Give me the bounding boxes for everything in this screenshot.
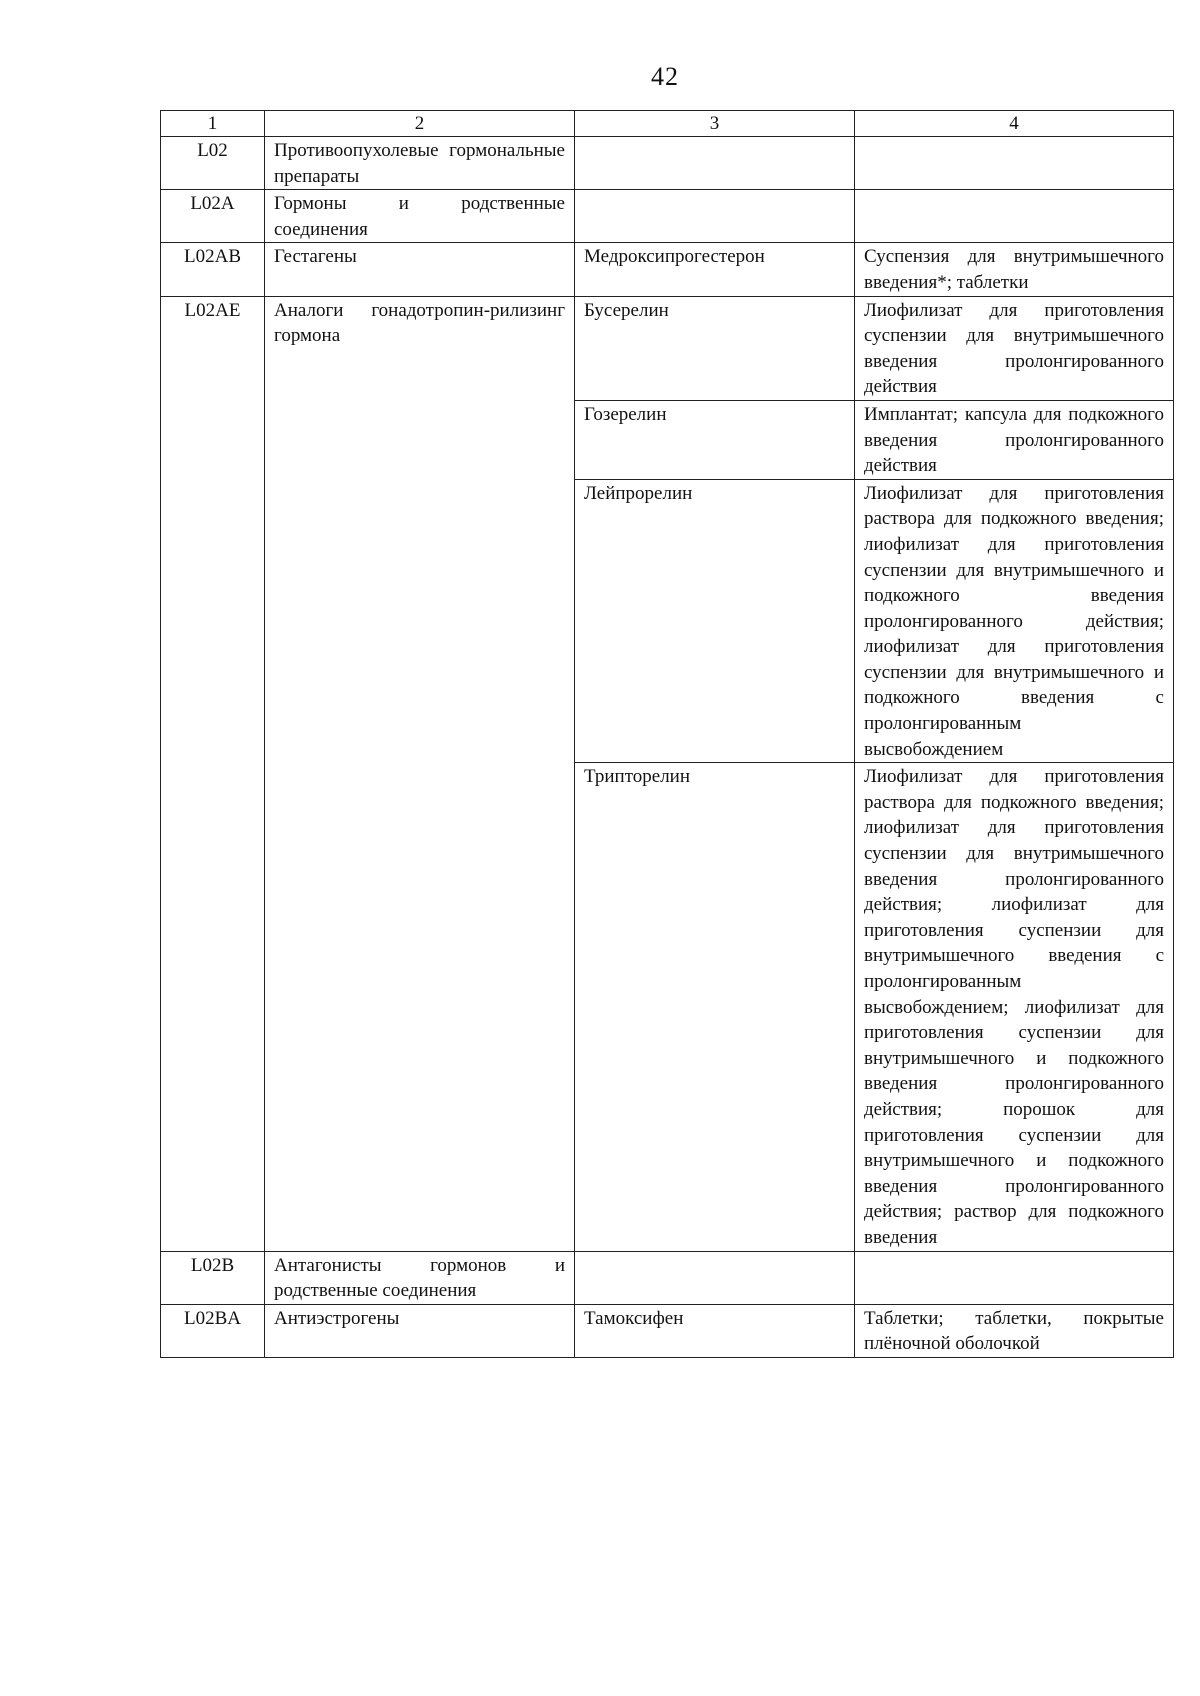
- table-row: [161, 296, 1174, 400]
- atc-code: L02BA: [161, 1304, 265, 1357]
- dosage-form: Лиофилизат для приготовления раствора для подкожного введения; лиофилизат для приготовления суспензии для внутримышечного введения пролонгированного действия; лиофилизат для приготовления суспензии для внутримышечного введения с пролонгированным высвобождением; лиофилизат для приготовления суспензии для внутримышечного и подкожного введения пролонгированного действия; порошок для приготовления суспензии для внутримышечного и подкожного введения пролонгированного действия; раствор для подкожного введения: [855, 763, 1174, 1251]
- dosage-form: Таблетки; таблетки, покрытые плёночной оболочкой: [855, 1304, 1174, 1357]
- drug-name: [575, 190, 855, 243]
- table-header-row: [161, 111, 1174, 137]
- drug-name: Тамоксифен: [575, 1304, 855, 1357]
- atc-code: L02AB: [161, 243, 265, 296]
- dosage-form: [855, 137, 1174, 190]
- atc-code: L02B: [161, 1251, 265, 1304]
- table-row: [161, 1304, 1174, 1357]
- dosage-form: Суспензия для внутримышечного введения*; таблетки: [855, 243, 1174, 296]
- drug-name: Медроксипрогестерон: [575, 243, 855, 296]
- dosage-form: [855, 1251, 1174, 1304]
- page-number: 42: [651, 62, 679, 91]
- group-name: Антагонисты гормонов и родственные соединения: [265, 1251, 575, 1304]
- dosage-form: Имплантат; капсула для подкожного введения пролонгированного действия: [855, 400, 1174, 479]
- drug-name: Бусерелин: [575, 296, 855, 400]
- column-header: 3: [575, 111, 855, 137]
- group-name: Антиэстрогены: [265, 1304, 575, 1357]
- atc-code: L02AE: [161, 296, 265, 1251]
- table-row: [161, 137, 1174, 190]
- group-name: Гормоны и родственные соединения: [265, 190, 575, 243]
- drug-name: [575, 137, 855, 190]
- drug-name: Гозерелин: [575, 400, 855, 479]
- group-name: Гестагены: [265, 243, 575, 296]
- dosage-form: Лиофилизат для приготовления суспензии для внутримышечного введения пролонгированного действия: [855, 296, 1174, 400]
- column-header: 1: [161, 111, 265, 137]
- dosage-form: Лиофилизат для приготовления раствора для подкожного введения; лиофилизат для приготовления суспензии для внутримышечного и подкожного введения пролонгированного действия; лиофилизат для приготовления суспензии для внутримышечного и подкожного введения с пролонгированным высвобождением: [855, 479, 1174, 763]
- atc-code: L02: [161, 137, 265, 190]
- column-header: 4: [855, 111, 1174, 137]
- drug-table: [160, 110, 1174, 1358]
- table-row: [161, 190, 1174, 243]
- column-header: 2: [265, 111, 575, 137]
- drug-name: [575, 1251, 855, 1304]
- drug-name: Трипторелин: [575, 763, 855, 1251]
- group-name: Противоопухолевые гормональные препараты: [265, 137, 575, 190]
- atc-code: L02A: [161, 190, 265, 243]
- group-name: Аналоги гонадотропин-рилизинг гормона: [265, 296, 575, 1251]
- dosage-form: [855, 190, 1174, 243]
- table-row: [161, 1251, 1174, 1304]
- drug-name: Лейпрорелин: [575, 479, 855, 763]
- table-row: [161, 243, 1174, 296]
